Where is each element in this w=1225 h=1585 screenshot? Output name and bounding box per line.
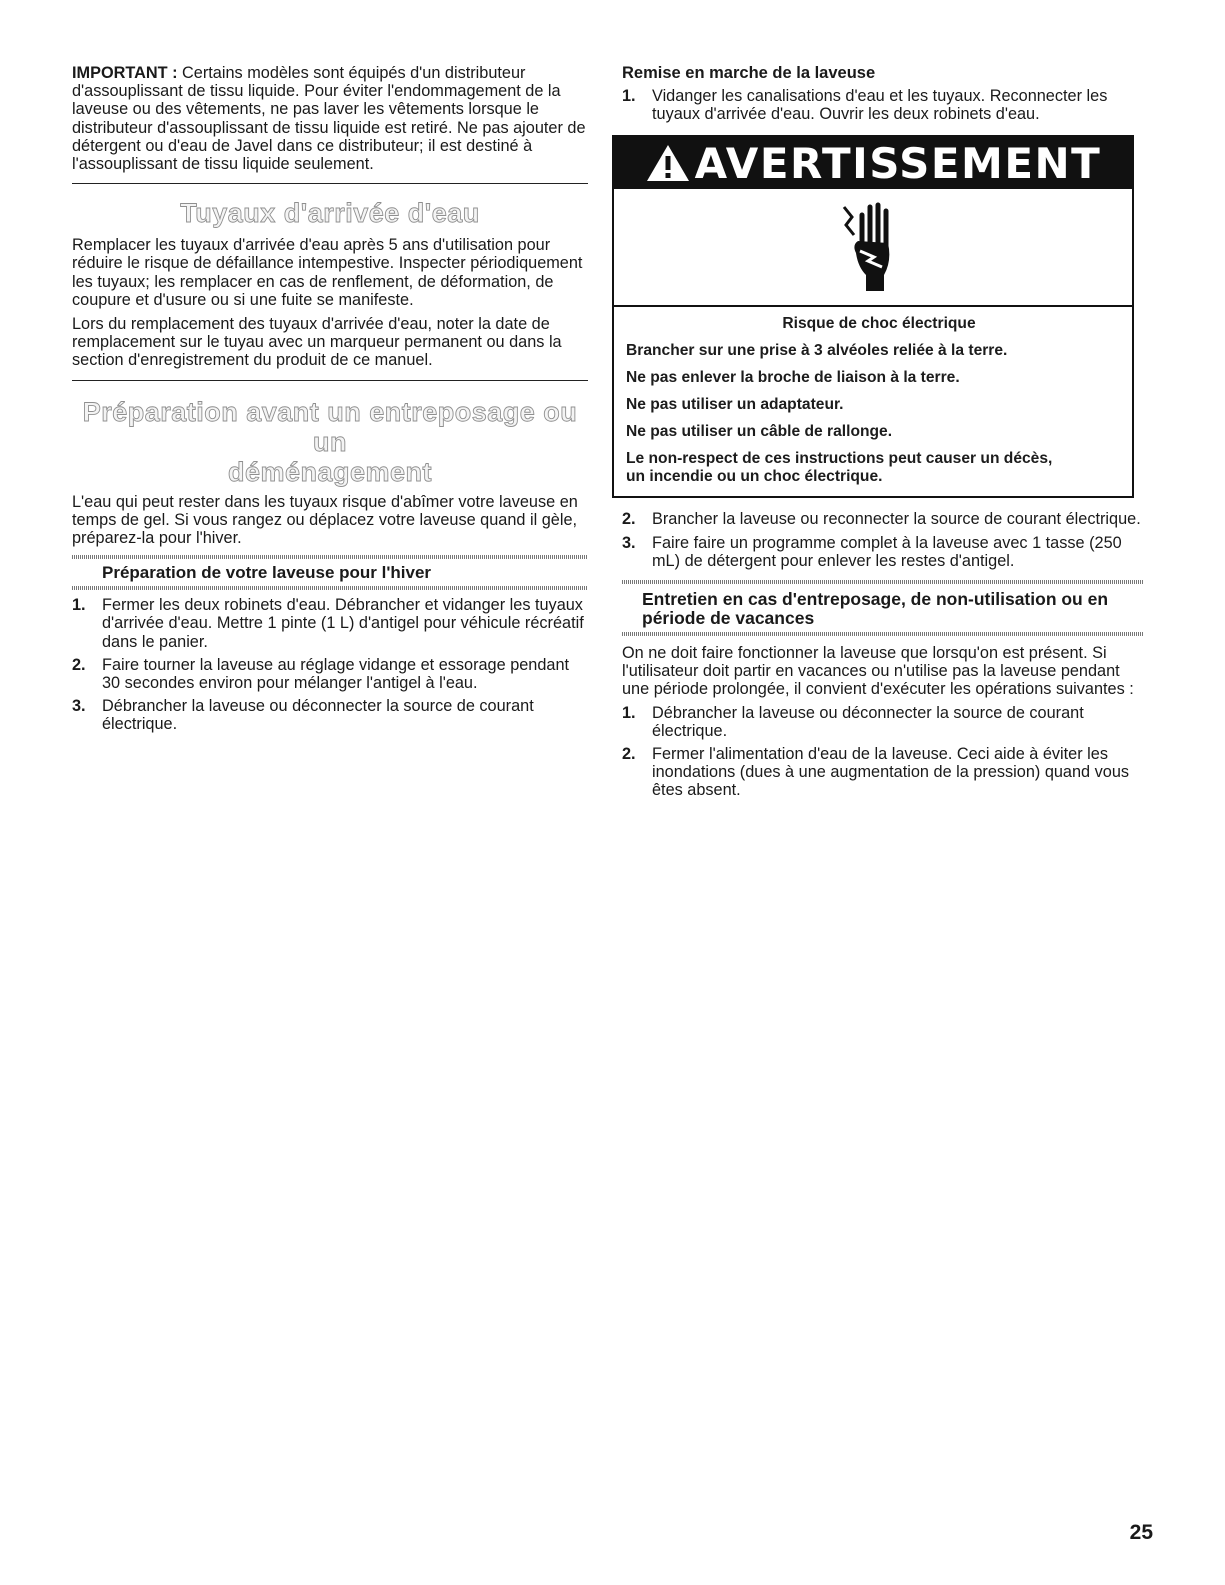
important-paragraph — [72, 64, 588, 173]
list-item — [72, 697, 588, 733]
restart-subtitle: Remise en marche de la laveuse — [622, 64, 876, 82]
right-column — [622, 64, 1144, 800]
list-item-text: Faire tourner la laveuse au réglage vidange et essorage pendant 30 secondes environ pour mélanger l'antigel à l'eau. — [102, 655, 570, 693]
important-label: IMPORTANT : — [72, 64, 178, 82]
list-item-number: 2. — [622, 745, 636, 764]
warning-risk: Risque de choc électrique — [782, 315, 976, 333]
list-item-number: 3. — [72, 697, 86, 716]
list-item-number: 3. — [622, 533, 636, 552]
section-title-line: déménagement — [227, 456, 433, 487]
list-item-number: 1. — [72, 596, 86, 615]
warning-title: AVERTISSEMENT — [694, 138, 1102, 188]
list-item-number: 2. — [72, 655, 86, 674]
list-item-number: 2. — [622, 510, 636, 529]
warning-text — [614, 307, 1132, 496]
list-item-number: 1. — [622, 87, 636, 105]
winter-subtitle: Préparation de votre laveuse pour l'hiver — [102, 563, 432, 583]
list-item-number: 1. — [622, 703, 636, 722]
section-title-line: Préparation avant un entreposage ou un — [82, 396, 578, 457]
storage-paragraph: On ne doit faire fonctionner la laveuse que lorsqu'on est présent. Si l'utilisateur doit partir en vacances ou n'utilise pas la laveuse pendant une période prolongée, il convient d'exécuter les opérations suivantes : — [622, 644, 1134, 699]
warning-icon-row — [614, 189, 1132, 307]
left-column — [72, 64, 588, 734]
warning-box — [612, 135, 1134, 498]
list-item — [622, 534, 1144, 570]
section-divider — [72, 380, 588, 381]
list-item — [622, 745, 1144, 800]
list-item — [622, 510, 1144, 528]
important-text: Certains modèles sont équipés d'un distributeur d'assouplissant de tissu liquide. Pour éviter l'endommagement de la laveuse ou des vêtements, ne pas laver les vêtements lorsque le distributeur d'assouplissant de tissu liquide est retiré. Ne pas ajouter de détergent ou d'eau de Javel dans ce distributeur; il est destiné à l'assouplissant de tissu liquide seulement. — [72, 64, 586, 174]
winter-step-list — [72, 596, 588, 733]
list-item — [622, 87, 1144, 123]
section-title-hoses: Tuyaux d'arrivée d'eau — [180, 198, 480, 229]
dotted-divider — [622, 580, 1144, 584]
page-number: 25 — [1129, 1521, 1153, 1544]
warning-line: Ne pas utiliser un adaptateur. — [626, 396, 844, 414]
warning-line: Brancher sur une prise à 3 alvéoles reliée à la terre. — [626, 342, 1008, 360]
warning-line: Ne pas enlever la broche de liaison à la terre. — [626, 369, 960, 387]
warning-header — [614, 137, 1132, 189]
section-divider — [72, 183, 588, 184]
list-item-text: Fermer l'alimentation d'eau de la laveuse. Ceci aide à éviter les inondations (dues à une augmentation de la pression) quand vous êtes absent. — [652, 745, 1130, 800]
section-title-storage-prep — [72, 397, 588, 487]
list-item-text: Vidanger les canalisations d'eau et les tuyaux. Reconnecter les tuyaux d'arrivée d'eau. Ouvrir les deux robinets d'eau. — [652, 87, 1108, 124]
list-item-text: Brancher la laveuse ou reconnecter la source de courant électrique. — [652, 510, 1141, 529]
list-item-text: Fermer les deux robinets d'eau. Débrancher et vidanger les tuyaux d'arrivée d'eau. Mettre 1 pinte (1 L) d'antigel pour véhicule récréatif dans le panier. — [102, 596, 584, 651]
dotted-divider — [72, 555, 588, 559]
warning-triangle-icon — [645, 143, 691, 183]
electric-shock-hand-icon — [838, 201, 908, 293]
storage-prep-paragraph: L'eau qui peut rester dans les tuyaux risque d'abîmer votre laveuse en temps de gel. Si vous rangez ou déplacez votre laveuse quand il gèle, préparez-la pour l'hiver. — [72, 492, 578, 548]
list-item — [72, 656, 588, 692]
list-item-text: Débrancher la laveuse ou déconnecter la source de courant électrique. — [102, 697, 534, 734]
hoses-paragraph-1: Remplacer les tuyaux d'arrivée d'eau après 5 ans d'utilisation pour réduire le risque de défaillance intempestive. Inspecter périodiquement les tuyaux; les remplacer en cas de renflement, de déformation, de coupure et d'usure ou si une fuite se manifeste. — [72, 236, 583, 309]
warning-line: Ne pas utiliser un câble de rallonge. — [626, 423, 893, 441]
dotted-divider — [72, 586, 588, 590]
list-item-text: Faire faire un programme complet à la laveuse avec 1 tasse (250 mL) de détergent pour enlever les restes d'antigel. — [652, 533, 1122, 570]
list-item — [72, 596, 588, 651]
warning-line: Le non-respect de ces instructions peut causer un décès, un incendie ou un choc électrique. — [626, 450, 1053, 486]
dotted-divider — [622, 632, 1144, 636]
list-item-text: Débrancher la laveuse ou déconnecter la source de courant électrique. — [652, 703, 1084, 740]
list-item — [622, 704, 1144, 740]
hoses-paragraph-2: Lors du remplacement des tuyaux d'arrivée d'eau, noter la date de remplacement sur le tuyau avec un marqueur permanent ou dans la section d'enregistrement du produit de ce manuel. — [72, 315, 562, 370]
storage-subtitle: Entretien en cas d'entreposage, de non-utilisation ou en période de vacances — [642, 589, 1109, 629]
